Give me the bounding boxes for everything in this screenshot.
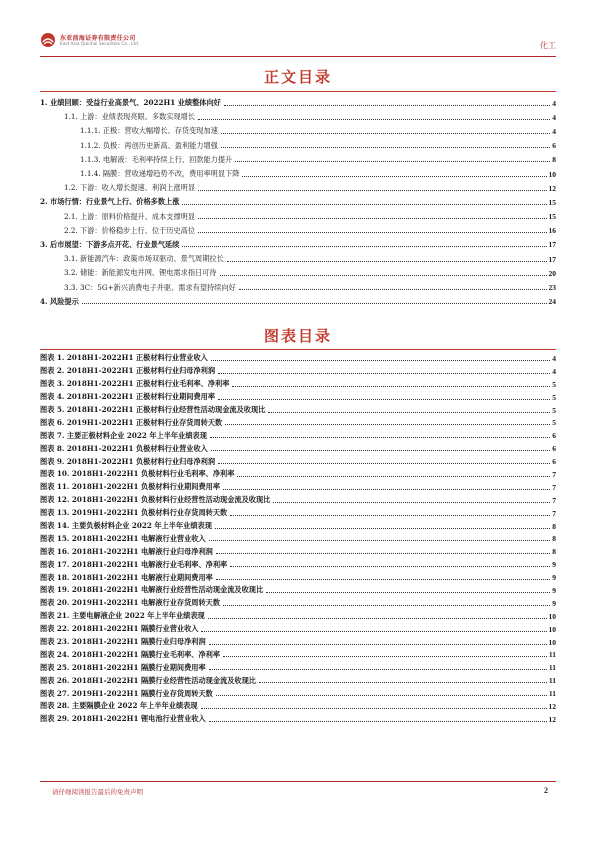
toc-entry-label: 3.3. 3C：5G+新兴消费电子并驱、需求有望持续向好 bbox=[64, 282, 236, 292]
toc-entry-page: 24 bbox=[548, 297, 556, 307]
dot-leader bbox=[242, 176, 546, 177]
figure-entry-label: 图表 12. 2018H1-2022H1 负极材料行业经营性活动现金流及收现比 bbox=[40, 495, 271, 505]
toc-entry[interactable] bbox=[40, 153, 556, 167]
toc-entry-label: 2.1. 上游：原料价格提升、成本支撑明显 bbox=[64, 211, 196, 221]
dot-leader bbox=[268, 412, 550, 413]
figure-entry[interactable] bbox=[40, 558, 556, 571]
figure-entry-page: 10 bbox=[548, 637, 556, 647]
figure-entry[interactable] bbox=[40, 584, 556, 597]
dot-leader bbox=[216, 695, 547, 696]
toc-entry-label: 1.2. 下游：收入增长提速、利润上涨明显 bbox=[64, 183, 196, 193]
dot-leader bbox=[221, 133, 550, 134]
dot-leader bbox=[198, 218, 546, 219]
brand-name-en: East Asia Qianhai Securities Co., Ltd. bbox=[60, 42, 140, 47]
figure-entry-page: 9 bbox=[552, 598, 556, 608]
figure-entry-page: 10 bbox=[548, 624, 556, 634]
dot-leader bbox=[223, 605, 550, 606]
figure-entry-page: 7 bbox=[552, 469, 556, 479]
figure-entry[interactable] bbox=[40, 378, 556, 391]
figure-entry[interactable] bbox=[40, 352, 556, 365]
figure-entry-page: 5 bbox=[552, 392, 556, 402]
figure-entry[interactable] bbox=[40, 661, 556, 674]
dot-leader bbox=[211, 450, 550, 451]
toc-entry[interactable] bbox=[40, 266, 556, 280]
dot-leader bbox=[182, 246, 546, 247]
figure-entry-label: 图表 13. 2019H1-2022H1 负极材料行业存货周转天数 bbox=[40, 508, 228, 518]
dot-leader bbox=[237, 476, 550, 477]
figure-entry[interactable] bbox=[40, 455, 556, 468]
figure-entry-page: 6 bbox=[552, 431, 556, 441]
figure-entry-label: 图表 11. 2018H1-2022H1 负极材料行业期间费用率 bbox=[40, 482, 221, 492]
figure-entry[interactable] bbox=[40, 687, 556, 700]
figure-entry-page: 9 bbox=[552, 573, 556, 583]
toc-entry-page: 4 bbox=[552, 98, 556, 108]
figure-entry[interactable] bbox=[40, 520, 556, 533]
figure-entry-page: 5 bbox=[552, 379, 556, 389]
dot-leader bbox=[210, 437, 550, 438]
toc-entry[interactable] bbox=[40, 167, 556, 181]
figure-entry-page: 6 bbox=[552, 457, 556, 467]
toc-entry[interactable] bbox=[40, 96, 556, 110]
dot-leader bbox=[198, 232, 546, 233]
dot-leader bbox=[239, 289, 547, 290]
figure-entry-page: 9 bbox=[552, 585, 556, 595]
figure-entry-label: 图表 10. 2018H1-2022H1 负极材料行业毛利率、净利率 bbox=[40, 469, 235, 479]
figure-entry-page: 4 bbox=[552, 353, 556, 363]
dot-leader bbox=[216, 579, 550, 580]
toc-entry-label: 1.1. 上游：业绩表现亮眼、多数实现增长 bbox=[64, 112, 196, 122]
figure-entry[interactable] bbox=[40, 648, 556, 661]
figure-entry-page: 6 bbox=[552, 444, 556, 454]
dot-leader bbox=[225, 424, 550, 425]
figure-entry-label: 图表 29. 2018H1-2022H1 锂电池行业营业收入 bbox=[40, 714, 206, 724]
figure-entry-label: 图表 6. 2019H1-2022H1 正极材料行业存货周转天数 bbox=[40, 417, 223, 427]
dot-leader bbox=[198, 190, 546, 191]
page-header bbox=[40, 18, 556, 58]
toc-title: 正文目录 bbox=[263, 68, 332, 86]
toc-entry-page: 17 bbox=[548, 254, 556, 264]
figure-entry[interactable] bbox=[40, 481, 556, 494]
figure-entry-label: 图表 9. 2018H1-2022H1 负极材料行业归母净利润 bbox=[40, 456, 216, 466]
toc-entry-label: 1.1.4. 隔膜：营收递增趋势不改，费用率明显下降 bbox=[80, 169, 240, 179]
dot-leader bbox=[259, 682, 547, 683]
dot-leader bbox=[201, 631, 546, 632]
figure-entry-label: 图表 20. 2019H1-2022H1 电解液行业存货周转天数 bbox=[40, 598, 221, 608]
figure-entry[interactable] bbox=[40, 494, 556, 507]
figure-entry[interactable] bbox=[40, 532, 556, 545]
figure-entry[interactable] bbox=[40, 365, 556, 378]
toc-entry-page: 16 bbox=[548, 226, 556, 236]
toc-entry-page: 12 bbox=[548, 183, 556, 193]
toc-entry-page: 15 bbox=[548, 212, 556, 222]
dot-leader bbox=[218, 463, 550, 464]
dot-leader bbox=[208, 618, 547, 619]
dot-leader bbox=[201, 708, 547, 709]
dot-leader bbox=[215, 528, 550, 529]
toc-entry-label: 1.1.3. 电解液：毛利率持续上行、回款能力提升 bbox=[80, 154, 233, 164]
dot-leader bbox=[82, 303, 547, 304]
figure-list bbox=[40, 352, 556, 726]
dot-leader bbox=[211, 360, 550, 361]
toc-entry-label: 4. 风险提示 bbox=[40, 296, 79, 306]
figure-entry[interactable] bbox=[40, 442, 556, 455]
figure-entry-label: 图表 4. 2018H1-2022H1 正极材料行业期间费用率 bbox=[40, 392, 216, 402]
dot-leader bbox=[218, 373, 550, 374]
figure-entry-page: 7 bbox=[552, 508, 556, 518]
figure-entry[interactable] bbox=[40, 507, 556, 520]
figure-entry-page: 9 bbox=[552, 560, 556, 570]
figure-entry-label: 图表 22. 2018H1-2022H1 隔膜行业营业收入 bbox=[40, 624, 199, 634]
figure-entry-label: 图表 3. 2018H1-2022H1 正极材料行业毛利率、净利率 bbox=[40, 379, 230, 389]
figure-entry-label: 图表 8. 2018H1-2022H1 负极材料行业营业收入 bbox=[40, 443, 208, 453]
toc-entry-label: 1.1.2. 负极：再创历史新高、盈利能力增强 bbox=[80, 140, 218, 150]
figure-entry[interactable] bbox=[40, 416, 556, 429]
toc-entry-label: 3.1. 新能源汽车：政策市场双驱动、景气周期拉长 bbox=[64, 254, 224, 264]
figure-entry[interactable] bbox=[40, 713, 556, 726]
figure-entry-page: 5 bbox=[552, 405, 556, 415]
toc-entry-label: 1. 业绩回顾：受益行业高景气、2022H1 业绩整体向好 bbox=[40, 98, 221, 108]
figure-entry[interactable] bbox=[40, 623, 556, 636]
toc-entry[interactable] bbox=[40, 110, 556, 124]
page-number: 2 bbox=[544, 786, 548, 795]
dot-leader bbox=[232, 386, 550, 387]
toc-title-divider bbox=[40, 91, 556, 92]
industry-label: 化工 bbox=[540, 41, 556, 50]
figure-entry-page: 11 bbox=[548, 676, 556, 686]
figure-entry[interactable] bbox=[40, 597, 556, 610]
toc-entry[interactable] bbox=[40, 224, 556, 238]
toc-entry-label: 2.2. 下游：价格稳步上行、位于历史高位 bbox=[64, 225, 196, 235]
toc-entry[interactable] bbox=[40, 195, 556, 209]
dot-leader bbox=[235, 161, 550, 162]
dot-leader bbox=[227, 261, 547, 262]
figure-entry-label: 图表 19. 2018H1-2022H1 电解液行业经营性活动现金流及收现比 bbox=[40, 585, 264, 595]
toc-entry[interactable] bbox=[40, 181, 556, 195]
figure-entry-label: 图表 2. 2018H1-2022H1 正极材料行业归母净利润 bbox=[40, 366, 216, 376]
toc-entry[interactable] bbox=[40, 238, 556, 252]
figure-entry[interactable] bbox=[40, 636, 556, 649]
figure-entry-label: 图表 17. 2018H1-2022H1 电解液行业毛利率、净利率 bbox=[40, 559, 228, 569]
toc-entry-page: 4 bbox=[552, 112, 556, 122]
figure-entry[interactable] bbox=[40, 545, 556, 558]
toc-entry[interactable] bbox=[40, 139, 556, 153]
toc-entry-page: 4 bbox=[552, 126, 556, 136]
figure-entry[interactable] bbox=[40, 468, 556, 481]
figure-entry[interactable] bbox=[40, 571, 556, 584]
figure-entry-label: 图表 26. 2018H1-2022H1 隔膜行业经营性活动现金流及收现比 bbox=[40, 675, 256, 685]
figure-entry[interactable] bbox=[40, 404, 556, 417]
figure-entry-label: 图表 14. 主要负极材料企业 2022 年上半年业绩表现 bbox=[40, 521, 212, 531]
figure-entry-page: 8 bbox=[552, 534, 556, 544]
figure-entry-label: 图表 7. 主要正极材料企业 2022 年上半年业绩表现 bbox=[40, 430, 207, 440]
toc-entry-label: 3. 后市展望：下游多点开花、行业景气延续 bbox=[40, 239, 180, 249]
figure-entry-label: 图表 23. 2018H1-2022H1 隔膜行业归母净利润 bbox=[40, 637, 206, 647]
toc-entry-page: 17 bbox=[548, 240, 556, 250]
toc-entry[interactable] bbox=[40, 280, 556, 294]
toc-list bbox=[40, 96, 556, 309]
figure-entry-label: 图表 25. 2018H1-2022H1 隔膜行业期间费用率 bbox=[40, 662, 206, 672]
toc-entry-page: 6 bbox=[552, 141, 556, 151]
toc-entry[interactable] bbox=[40, 295, 556, 309]
toc-entry-page: 15 bbox=[548, 197, 556, 207]
figure-list-divider bbox=[40, 349, 556, 350]
figure-entry-label: 图表 5. 2018H1-2022H1 正极材料行业经营性活动现金流及收现比 bbox=[40, 405, 266, 414]
figure-entry-label: 图表 28. 主要隔膜企业 2022 年上半年业绩表现 bbox=[40, 701, 198, 711]
dot-leader bbox=[209, 669, 547, 670]
figure-entry-page: 11 bbox=[548, 663, 556, 673]
figure-entry-label: 图表 21. 主要电解液企业 2022 年上半年业绩表现 bbox=[40, 611, 205, 621]
dot-leader bbox=[266, 592, 550, 593]
figure-entry-page: 11 bbox=[548, 689, 556, 699]
figure-entry[interactable] bbox=[40, 674, 556, 687]
figure-entry-label: 图表 15. 2018H1-2022H1 电解液行业营业收入 bbox=[40, 533, 206, 543]
figure-entry[interactable] bbox=[40, 391, 556, 404]
figure-entry-page: 8 bbox=[552, 521, 556, 531]
figure-entry-page: 8 bbox=[552, 547, 556, 557]
toc-entry-page: 10 bbox=[548, 169, 556, 179]
figure-entry-page: 5 bbox=[552, 418, 556, 428]
dot-leader bbox=[182, 204, 546, 205]
dot-leader bbox=[218, 399, 550, 400]
dot-leader bbox=[230, 515, 550, 516]
dot-leader bbox=[198, 119, 550, 120]
toc-entry[interactable] bbox=[40, 210, 556, 224]
figure-list-title: 图表目录 bbox=[263, 327, 332, 345]
dot-leader bbox=[223, 656, 547, 657]
figure-entry[interactable] bbox=[40, 610, 556, 623]
disclaimer-note: 请仔细阅读报告最后的免责声明 bbox=[52, 788, 143, 796]
dot-leader bbox=[216, 553, 550, 554]
figure-entry-page: 10 bbox=[548, 611, 556, 621]
figure-entry[interactable] bbox=[40, 429, 556, 442]
toc-entry-label: 1.1.1. 正极：营收大幅增长、存货变现加速 bbox=[80, 126, 218, 136]
figure-entry-page: 11 bbox=[548, 650, 556, 660]
dot-leader bbox=[220, 275, 547, 276]
figure-entry-page: 7 bbox=[552, 482, 556, 492]
figure-entry-label: 图表 27. 2019H1-2022H1 隔膜行业存货周转天数 bbox=[40, 688, 213, 698]
toc-entry-label: 3.2. 储能：新能源发电并网、锂电需求指日可待 bbox=[64, 268, 217, 278]
footer-divider bbox=[40, 781, 556, 782]
dot-leader bbox=[224, 105, 550, 106]
toc-entry-label: 2. 市场行情：行业景气上行、价格多数上涨 bbox=[40, 197, 180, 207]
figure-entry[interactable] bbox=[40, 700, 556, 713]
header-divider bbox=[40, 56, 556, 57]
figure-entry-page: 7 bbox=[552, 495, 556, 505]
dot-leader bbox=[223, 489, 550, 490]
brand-name-cn: 东亚前海证券有限责任公司 bbox=[60, 35, 136, 42]
figure-entry-label: 图表 16. 2018H1-2022H1 电解液行业归母净利润 bbox=[40, 546, 213, 556]
dot-leader bbox=[230, 566, 550, 567]
dot-leader bbox=[273, 502, 550, 503]
figure-entry-label: 图表 18. 2018H1-2022H1 电解液行业期间费用率 bbox=[40, 572, 213, 582]
toc-entry-page: 23 bbox=[548, 283, 556, 293]
figure-entry-page: 12 bbox=[548, 701, 556, 711]
figure-entry-label: 图表 1. 2018H1-2022H1 正极材料行业营业收入 bbox=[40, 353, 208, 363]
company-logo-icon bbox=[40, 32, 56, 48]
dot-leader bbox=[209, 540, 551, 541]
dot-leader bbox=[209, 644, 547, 645]
figure-entry-page: 4 bbox=[552, 366, 556, 376]
dot-leader bbox=[221, 147, 550, 148]
dot-leader bbox=[209, 721, 547, 722]
toc-entry[interactable] bbox=[40, 124, 556, 138]
toc-entry-page: 8 bbox=[552, 155, 556, 165]
figure-entry-label: 图表 24. 2018H1-2022H1 隔膜行业毛利率、净利率 bbox=[40, 649, 221, 659]
figure-entry-page: 12 bbox=[548, 714, 556, 724]
toc-entry-page: 20 bbox=[548, 268, 556, 278]
toc-entry[interactable] bbox=[40, 252, 556, 266]
